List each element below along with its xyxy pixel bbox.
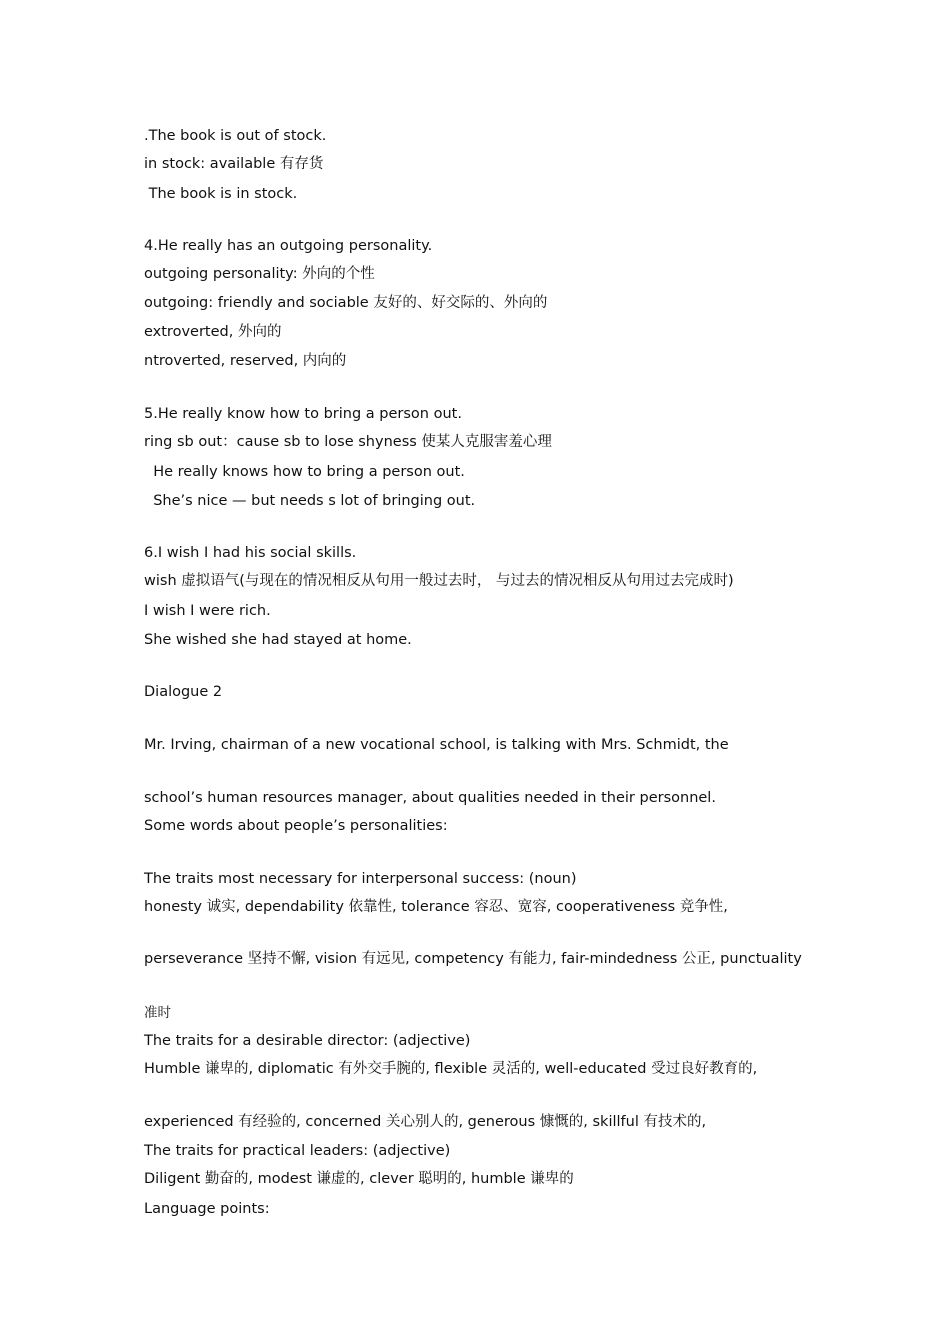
text-line: He really knows how to bring a person out. xyxy=(144,464,465,480)
text-line: Humble 谦卑的, diplomatic 有外交手腕的, flexible 灵活的, well-educated 受过良好教育的, xyxy=(144,1061,758,1077)
text-line: in stock: available 有存货 xyxy=(144,156,324,172)
text-line: wish 虚拟语气(与现在的情况相反从句用一般过去时， 与过去的情况相反从句用过去完成时) xyxy=(144,573,734,589)
text-line: 4.He really has an outgoing personality. xyxy=(144,238,433,254)
text-line: The traits for a desirable director: (adjective) xyxy=(144,1033,471,1049)
text-line: The book is in stock. xyxy=(144,186,298,202)
text-line: ring sb out：cause sb to lose shyness 使某人克服害羞心理 xyxy=(144,434,552,450)
text-line: honesty 诚实, dependability 依靠性, tolerance 容忍、宽容, cooperativeness 竞争性, xyxy=(144,899,728,915)
text-line: ntroverted, reserved, 内向的 xyxy=(144,353,347,369)
text-line: .The book is out of stock. xyxy=(144,128,327,144)
section-heading: Dialogue 2 xyxy=(144,684,223,700)
text-line: outgoing: friendly and sociable 友好的、好交际的、外向的 xyxy=(144,295,548,311)
text-line: extroverted, 外向的 xyxy=(144,324,282,340)
text-line: She wished she had stayed at home. xyxy=(144,632,412,648)
text-line: Language points: xyxy=(144,1201,270,1217)
text-line: She’s nice — but needs s lot of bringing out. xyxy=(144,493,476,509)
text-line: Mr. Irving, chairman of a new vocational school, is talking with Mrs. Schmidt, the xyxy=(144,737,729,753)
text-line: perseverance 坚持不懈, vision 有远见, competency 有能力, fair-mindedness 公正, punctuality xyxy=(144,951,802,967)
text-line: I wish I were rich. xyxy=(144,603,271,619)
text-line: outgoing personality: 外向的个性 xyxy=(144,266,375,282)
text-line: Some words about people’s personalities: xyxy=(144,818,448,834)
text-line: school’s human resources manager, about qualities needed in their personnel. xyxy=(144,790,716,806)
text-line: 6.I wish I had his social skills. xyxy=(144,545,357,561)
text-line: Diligent 勤奋的, modest 谦虚的, clever 聪明的, humble 谦卑的 xyxy=(144,1171,574,1187)
text-line: experienced 有经验的, concerned 关心别人的, generous 慷慨的, skillful 有技术的, xyxy=(144,1114,707,1130)
text-line: 5.He really know how to bring a person out. xyxy=(144,406,462,422)
text-line: The traits most necessary for interpersonal success: (noun) xyxy=(144,871,577,887)
text-line: 准时 xyxy=(144,1005,171,1021)
text-line: The traits for practical leaders: (adjective) xyxy=(144,1143,451,1159)
